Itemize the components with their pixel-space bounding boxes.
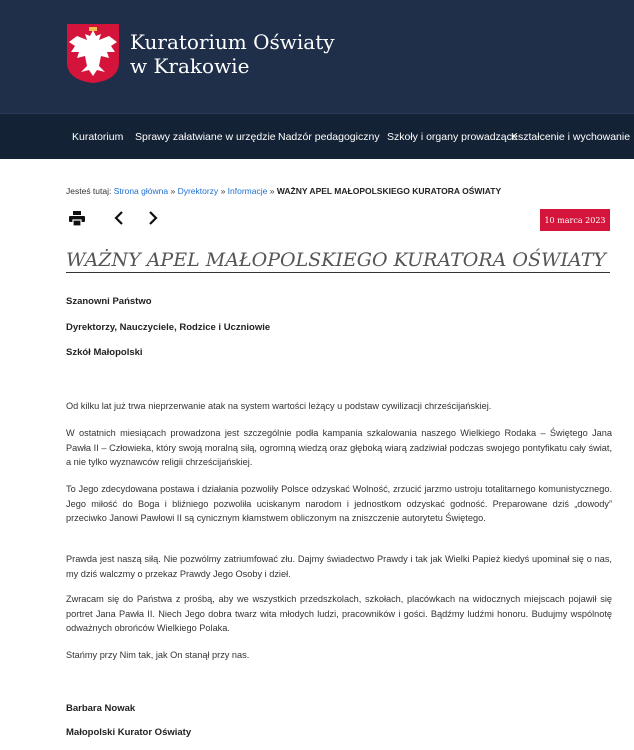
print-icon[interactable]	[66, 207, 88, 229]
publication-date-badge: 10 marca 2023	[540, 209, 610, 231]
breadcrumb-separator: »	[269, 186, 275, 196]
greeting-line-3: Szkół Małopolski	[66, 347, 143, 358]
signature-name: Barbara Nowak	[66, 703, 136, 714]
site-title-line1: Kuratorium Oświaty	[130, 30, 335, 54]
article-paragraph-4: Prawda jest naszą siłą. Nie pozwólmy zatriumfować złu. Dajmy świadectwo Prawdy i tak jak Wielki Papież kiedyś upominał się o nas, my dziś walczmy o przekaz Prawdy Jego Osoby i dzieł.	[66, 554, 612, 579]
breadcrumb-current: WAŻNY APEL MAŁOPOLSKIEGO KURATORA OŚWIATY	[276, 186, 502, 196]
article-title: WAŻNY APEL MAŁOPOLSKIEGO KURATORA OŚWIATY	[66, 249, 606, 271]
nav-item-ksztalcenie[interactable]: Kształcenie i wychowanie	[511, 131, 631, 143]
article-paragraph-1: Od kilku lat już trwa nieprzerwanie atak na system wartości leżący u podstaw cywilizacji chrześcijańskiej.	[66, 401, 492, 411]
site-title-line2: w Krakowie	[130, 54, 250, 78]
article-paragraph-3: To Jego zdecydowana postawa i działania pozwoliły Polsce odzyskać Wolność, zrzucić jarzmo ustroju totalitarnego komunistycznego. Jego miłość do Boga i bliźniego pozwoliła uciskanym narodom i jednostkom odzyskać godność. Preparowane dziś „dowody” przeciwko Janowi Pawłowi II są cynicznym kłamstwem obliczonym na zniszczenie autorytetu Świętego.	[66, 484, 612, 523]
greeting-line-1: Szanowni Państwo	[66, 296, 152, 307]
breadcrumb-dyrektorzy-link[interactable]: Dyrektorzy	[177, 186, 219, 196]
title-divider	[66, 272, 610, 273]
nav-item-kuratorium[interactable]: Kuratorium	[72, 131, 124, 143]
breadcrumb-informacje-link[interactable]: Informacje	[227, 186, 268, 196]
article-paragraph-2: W ostatnich miesiącach prowadzona jest szczególnie podła kampania szkalowania naszego Wielkiego Rodaka – Świętego Jana Pawła II – Człowieka, który swoją moralną siłą, ogromną wiedzą oraz głęboką wiarą zadziwiał podczas swojego pontyfikatu cały świat, a nie tylko wyznawców religii chrześcijańskiej.	[66, 428, 612, 467]
breadcrumb-home-link[interactable]: Strona główna	[113, 186, 169, 196]
nav-item-sprawy[interactable]: Sprawy załatwiane w urzędzie	[135, 131, 276, 143]
chevron-right-icon[interactable]	[142, 207, 164, 229]
article-paragraph-6: Stańmy przy Nim tak, jak On stanął przy nas.	[66, 650, 250, 660]
breadcrumb-prefix: Jesteś tutaj:	[66, 186, 112, 196]
article-paragraph-5: Zwracam się do Państwa z prośbą, aby we wszystkich przedszkolach, szkołach, placówkach na widocznych miejscach pojawił się portret Jana Pawła II. Niech Jego dobra twarz wita młodych ludzi, pracowników i gości. Bądźmy ludźmi honoru. Budujmy wspólnotę odważnych obrońców Wielkiego Polaka.	[66, 594, 612, 633]
breadcrumb	[66, 186, 501, 196]
site-title[interactable]	[130, 30, 335, 78]
nav-item-nadzor[interactable]: Nadzór pedagogiczny	[278, 131, 380, 143]
breadcrumb-separator: »	[170, 186, 176, 196]
chevron-left-icon[interactable]	[108, 207, 130, 229]
breadcrumb-separator: »	[220, 186, 226, 196]
polish-eagle-emblem-icon[interactable]	[65, 22, 121, 84]
greeting-line-2: Dyrektorzy, Nauczyciele, Rodzice i Uczniowie	[66, 322, 271, 333]
nav-item-szkoly[interactable]: Szkoły i organy prowadzące	[387, 131, 518, 143]
signature-role: Małopolski Kurator Oświaty	[66, 727, 192, 738]
